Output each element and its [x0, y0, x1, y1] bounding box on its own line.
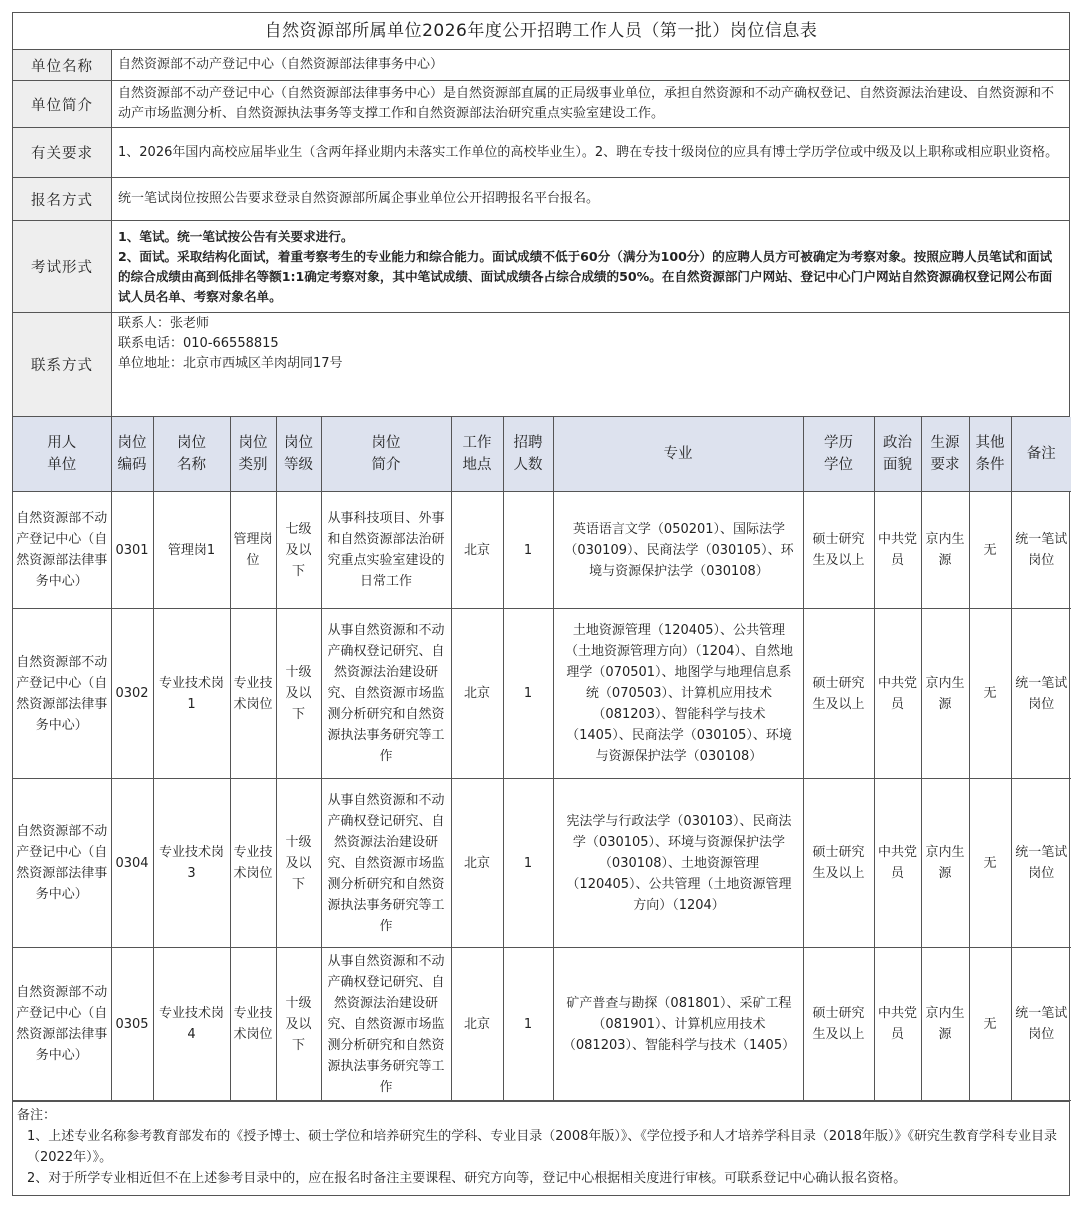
cell-remark: 统一笔试岗位: [1011, 609, 1071, 779]
table-header-row: [13, 417, 1071, 492]
contact-label: 联系方式: [13, 313, 112, 416]
cell-level: 十级及以下: [276, 948, 321, 1101]
contact-address: 单位地址：北京市西城区羊肉胡同17号: [118, 356, 343, 371]
cell-name: 管理岗1: [153, 492, 230, 609]
notes-section: [13, 1101, 1069, 1195]
cell-other: 无: [969, 948, 1011, 1101]
sheet-title: 自然资源部所属单位2026年度公开招聘工作人员（第一批）岗位信息表: [13, 13, 1069, 50]
header-other: 其他 条件: [969, 417, 1011, 492]
cell-degree: 硕士研究生及以上: [803, 948, 874, 1101]
cell-category: 专业技术岗位: [230, 948, 276, 1101]
header-level: 岗位 等级: [276, 417, 321, 492]
info-row-unit-name: [13, 50, 1069, 81]
header-major: 专业: [553, 417, 803, 492]
exam-label: 考试形式: [13, 221, 112, 312]
table-row: [13, 609, 1071, 779]
cell-intro: 从事自然资源和不动产确权登记研究、自然资源法治建设研究、自然资源市场监测分析研究和自然资源执法事务研究等工作: [321, 779, 451, 948]
cell-political: 中共党员: [874, 609, 921, 779]
cell-political: 中共党员: [874, 492, 921, 609]
cell-other: 无: [969, 779, 1011, 948]
cell-category: 专业技术岗位: [230, 609, 276, 779]
contact-phone: 联系电话：010-66558815: [118, 336, 279, 351]
registration-value: 统一笔试岗位按照公告要求登录自然资源部所属企事业单位公开招聘报名平台报名。: [118, 191, 600, 206]
cell-degree: 硕士研究生及以上: [803, 779, 874, 948]
cell-name: 专业技术岗4: [153, 948, 230, 1101]
header-code: 岗位 编码: [111, 417, 153, 492]
cell-major: [553, 492, 803, 609]
unit-name-value: 自然资源部不动产登记中心（自然资源部法律事务中心）: [118, 57, 444, 72]
note-item-1: 1、上述专业名称参考教育部发布的《授予博士、硕士学位和培养研究生的学科、专业目录（2008年版）》、《学位授予和人才培养学科目录（2018年版）》《研究生教育学科专业目录（2022年）》。: [27, 1129, 1057, 1165]
notes-heading: 备注：: [17, 1108, 57, 1123]
header-category: 岗位 类别: [230, 417, 276, 492]
cell-other: 无: [969, 609, 1011, 779]
cell-unit: 自然资源部不动产登记中心（自然资源部法律事务中心）: [13, 492, 111, 609]
position-info-sheet: [12, 12, 1070, 1196]
cell-location: 北京: [451, 779, 503, 948]
cell-major-text: 土地资源管理（120405）、公共管理（土地资源管理方向）（1204）、自然地理学（070501）、地图学与地理信息系统（070503）、计算机应用技术（081203）、智能科学与技术（1405）、民商法学（030105）、环境与资源保护法学（030108）: [564, 623, 794, 764]
table-body: [13, 492, 1071, 1101]
cell-source: 京内生源: [921, 609, 969, 779]
cell-level: 十级及以下: [276, 779, 321, 948]
header-degree: 学历 学位: [803, 417, 874, 492]
unit-intro-value: 自然资源部不动产登记中心（自然资源部法律事务中心）是自然资源部直属的正局级事业单位，承担自然资源和不动产确权登记、自然资源法治建设、自然资源和不动产市场监测分析、自然资源执法事务等支撑工作和自然资源部法治研究重点实验室建设工作。: [118, 86, 1055, 121]
cell-level: 七级及以下: [276, 492, 321, 609]
cell-category: 专业技术岗位: [230, 779, 276, 948]
cell-remark: 统一笔试岗位: [1011, 779, 1071, 948]
header-source: 生源 要求: [921, 417, 969, 492]
cell-degree: 硕士研究生及以上: [803, 492, 874, 609]
header-name: 岗位 名称: [153, 417, 230, 492]
cell-code: 0301: [111, 492, 153, 609]
cell-major: [553, 948, 803, 1101]
cell-name: 专业技术岗1: [153, 609, 230, 779]
cell-major-text: 英语语言文学（050201）、国际法学（030109）、民商法学（030105）、环境与资源保护法学（030108）: [564, 521, 794, 579]
cell-count: 1: [503, 609, 553, 779]
header-remark: 备注: [1011, 417, 1071, 492]
cell-unit: 自然资源部不动产登记中心（自然资源部法律事务中心）: [13, 779, 111, 948]
cell-unit: 自然资源部不动产登记中心（自然资源部法律事务中心）: [13, 948, 111, 1101]
cell-code: 0302: [111, 609, 153, 779]
cell-code: 0304: [111, 779, 153, 948]
table-row: [13, 948, 1071, 1101]
info-row-exam: [13, 221, 1069, 313]
header-count: 招聘 人数: [503, 417, 553, 492]
cell-remark: 统一笔试岗位: [1011, 492, 1071, 609]
cell-major: [553, 609, 803, 779]
cell-category: 管理岗位: [230, 492, 276, 609]
contact-person: 联系人：张老师: [118, 316, 210, 331]
cell-source: 京内生源: [921, 492, 969, 609]
cell-unit: 自然资源部不动产登记中心（自然资源部法律事务中心）: [13, 609, 111, 779]
cell-count: 1: [503, 948, 553, 1101]
cell-intro: 从事科技项目、外事和自然资源部法治研究重点实验室建设的日常工作: [321, 492, 451, 609]
exam-value: [112, 221, 1069, 312]
cell-major-text: 宪法学与行政法学（030103）、民商法学（030105）、环境与资源保护法学（030108）、土地资源管理（120405）、公共管理（土地资源管理方向）（1204）: [566, 813, 792, 913]
cell-remark: 统一笔试岗位: [1011, 948, 1071, 1101]
table-row: [13, 492, 1071, 609]
cell-major: [553, 779, 803, 948]
exam-written: 1、笔试。统一笔试按公告有关要求进行。: [118, 228, 354, 244]
cell-intro: 从事自然资源和不动产确权登记研究、自然资源法治建设研究、自然资源市场监测分析研究和自然资源执法事务研究等工作: [321, 948, 451, 1101]
unit-name-label: 单位名称: [13, 50, 112, 80]
info-row-unit-intro: [13, 81, 1069, 128]
cell-count: 1: [503, 779, 553, 948]
cell-other: 无: [969, 492, 1011, 609]
cell-source: 京内生源: [921, 948, 969, 1101]
header-intro: 岗位 简介: [321, 417, 451, 492]
cell-name: 专业技术岗3: [153, 779, 230, 948]
info-row-contact: [13, 313, 1069, 417]
cell-location: 北京: [451, 609, 503, 779]
registration-label: 报名方式: [13, 178, 112, 220]
cell-intro: 从事自然资源和不动产确权登记研究、自然资源法治建设研究、自然资源市场监测分析研究和自然资源执法事务研究等工作: [321, 609, 451, 779]
contact-value: [112, 313, 1069, 416]
cell-code: 0305: [111, 948, 153, 1101]
note-item-2: 2、对于所学专业相近但不在上述参考目录中的，应在报名时备注主要课程、研究方向等，登记中心根据相关度进行审核。可联系登记中心确认报名资格。: [27, 1171, 907, 1186]
info-row-requirements: [13, 128, 1069, 178]
exam-interview: 2、面试。采取结构化面试，着重考察考生的专业能力和综合能力。面试成绩不低于60分（满分为100分）的应聘人员方可被确定为考察对象。按照应聘人员笔试和面试的综合成绩由高到低排名等额1:1确定考察对象，其中笔试成绩、面试成绩各占综合成绩的50%。在自然资源部门户网站、登记中心门户网站自然资源确权登记网公布面试人员名单、考察对象名单。: [118, 248, 1053, 304]
info-row-registration: [13, 178, 1069, 221]
header-location: 工作 地点: [451, 417, 503, 492]
header-unit: 用人 单位: [13, 417, 111, 492]
cell-major-text: 矿产普查与勘探（081801）、采矿工程（081901）、计算机应用技术（081203）、智能科学与技术（1405）: [562, 995, 796, 1053]
positions-table: [13, 417, 1071, 1101]
cell-degree: 硕士研究生及以上: [803, 609, 874, 779]
requirements-value: 1、2026年国内高校应届毕业生（含两年择业期内未落实工作单位的高校毕业生）。2、聘在专技十级岗位的应具有博士学历学位或中级及以上职称或相应职业资格。: [118, 144, 1059, 160]
unit-intro-label: 单位简介: [13, 81, 112, 127]
cell-source: 京内生源: [921, 779, 969, 948]
header-political: 政治 面貌: [874, 417, 921, 492]
requirements-label: 有关要求: [13, 128, 112, 177]
cell-count: 1: [503, 492, 553, 609]
cell-political: 中共党员: [874, 779, 921, 948]
cell-level: 十级及以下: [276, 609, 321, 779]
cell-location: 北京: [451, 492, 503, 609]
table-row: [13, 779, 1071, 948]
cell-location: 北京: [451, 948, 503, 1101]
cell-political: 中共党员: [874, 948, 921, 1101]
